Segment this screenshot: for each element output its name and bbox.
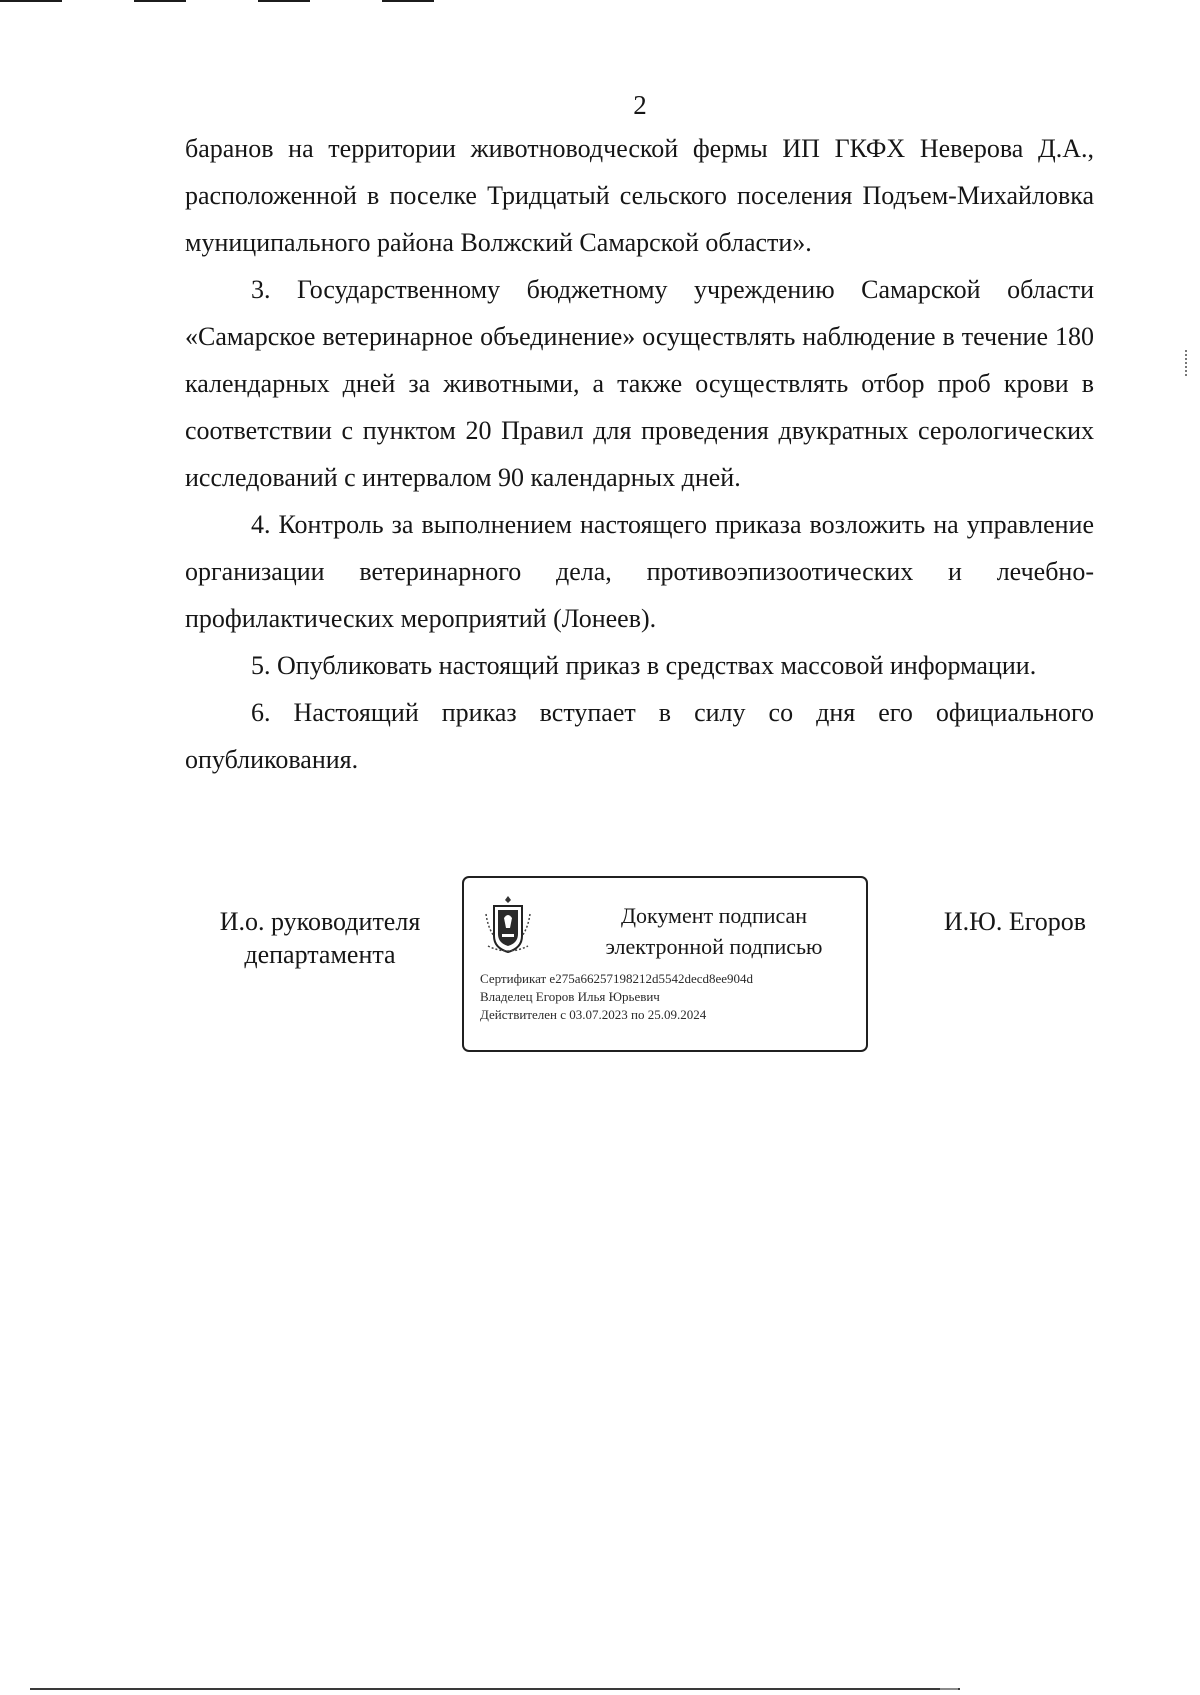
document-body: [185, 125, 1094, 783]
coat-of-arms-icon: [482, 894, 534, 956]
stamp-details: [480, 970, 860, 1024]
paragraph-item-5: 5. Опубликовать настоящий приказ в средствах массовой информации.: [251, 651, 1037, 680]
signer-position-line-2: департамента: [244, 940, 396, 969]
paragraph-item-3: 3. Государственному бюджетному учреждению Самарской области «Самарское ветеринарное объединение» осуществлять наблюдение в течение 180 календарных дней за животными, а также осуществлять отбор проб крови в соответствии с пунктом 20 Правил для проведения двукратных серологических исследований с интервалом 90 календарных дней.: [185, 275, 1094, 492]
stamp-title-line-2: электронной подписью: [605, 934, 823, 959]
electronic-signature-stamp: [462, 876, 868, 1052]
top-scan-mark-3: [258, 0, 310, 2]
top-scan-mark-1: [0, 0, 62, 2]
stamp-owner: Владелец Егоров Илья Юрьевич: [480, 989, 660, 1004]
paragraph-item-6: 6. Настоящий приказ вступает в силу со дня его официального опубликования.: [185, 698, 1094, 774]
paragraph-item-4: 4. Контроль за выполнением настоящего приказа возложить на управление организации ветеринарного дела, противоэпизоотических и лечебно-профилактических мероприятий (Лонеев).: [185, 510, 1094, 633]
top-scan-mark-2: [134, 0, 186, 2]
margin-scan-mark: [1185, 350, 1190, 376]
paragraph-continuation: баранов на территории животноводческой фермы ИП ГКФХ Неверова Д.А., расположенной в поселке Тридцатый сельского поселения Подъем-Михайловка муниципального района Волжский Самарской области».: [185, 134, 1094, 257]
signer-position-line-1: И.о. руководителя: [219, 907, 421, 936]
stamp-title-line-1: Документ подписан: [620, 903, 808, 928]
top-scan-mark-4: [382, 0, 434, 2]
bottom-scan-line: [30, 1688, 960, 1690]
page-number: 2: [633, 90, 647, 120]
signer-position: [200, 905, 440, 971]
stamp-certificate: Сертификат e275a66257198212d5542decd8ee904d: [480, 971, 754, 986]
stamp-title: [574, 900, 854, 962]
bottom-scan-dash-2: [948, 1688, 958, 1690]
stamp-validity: Действителен с 03.07.2023 по 25.09.2024: [480, 1007, 707, 1022]
signer-name: И.Ю. Егоров: [943, 907, 1087, 936]
